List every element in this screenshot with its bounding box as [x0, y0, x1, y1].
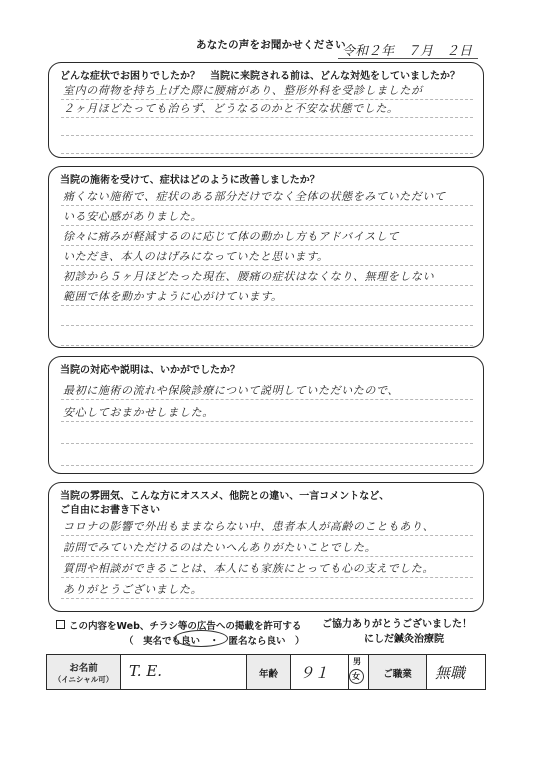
answer-line	[61, 227, 473, 246]
anonymous-circle-mark	[174, 630, 228, 647]
handwritten-answer: 範囲で体を動かすように心がけています。	[63, 290, 283, 303]
age-field[interactable]	[291, 655, 349, 689]
answer-line	[61, 307, 473, 326]
handwritten-answer: ２ヶ月ほどたっても治らず、どうなるのかと不安な状態でした。	[63, 102, 399, 115]
answer-line	[61, 327, 473, 346]
question-box-3	[48, 356, 484, 474]
handwritten-answer: コロナの影響で外出もままならない中、患者本人が高齢のこともあり、	[63, 520, 435, 533]
name-label: お名前	[69, 663, 98, 674]
handwritten-answer: 安心しておまかせしました。	[63, 406, 214, 419]
consent-text: この内容をWeb、チラシ等の広告への掲載を許可する	[69, 621, 302, 632]
handwritten-answer: いただき、本人のはげみになっていたと思います。	[63, 250, 329, 263]
date-value: 令和２年 ７月 ２日	[342, 44, 473, 59]
answer-line	[61, 517, 473, 536]
respondent-info-table	[46, 654, 486, 690]
age-value: ９１	[299, 664, 330, 682]
thanks-line: ご協力ありがとうございました！	[322, 619, 472, 630]
handwritten-answer: いる安心感がありました。	[63, 210, 203, 223]
question-text-line: ご自由にお書き下さい	[60, 505, 160, 516]
answer-line	[61, 247, 473, 266]
handwritten-answer: 質問や相談ができることは、本人にも家族にとっても心の支えでした。	[63, 562, 434, 575]
question-text-line: 当院の対応や説明は、いかがでしたか？	[60, 365, 240, 376]
answer-line	[61, 403, 473, 422]
handwritten-answer: 最初に施術の流れや保険診療について説明していただいたので、	[63, 384, 399, 397]
answer-line	[61, 267, 473, 286]
answer-line	[61, 447, 473, 466]
consent-row	[56, 618, 305, 658]
age-label: 年齢	[258, 669, 278, 680]
handwritten-answer: 徐々に痛みが軽減するのに応じて体の動かし方もアドバイスして	[63, 230, 400, 243]
handwritten-answer: ありがとうございました。	[63, 583, 203, 596]
answer-line	[61, 187, 473, 206]
handwritten-answer: 痛くない施術で、症状のある部分だけでなく全体の状態をみていただいて	[63, 190, 446, 203]
answer-line	[61, 99, 473, 118]
sex-selected-circle	[349, 669, 364, 684]
form-title: あなたの声をお聞かせください	[196, 39, 346, 51]
date-field[interactable]	[338, 40, 478, 59]
answer-line	[61, 538, 473, 557]
clinic-name: にしだ鍼灸治療院	[364, 634, 444, 645]
answer-line	[61, 135, 473, 154]
question-text-line: 当院の雰囲気、こんな方にオススメ、他院との違い、一言コメントなど、	[60, 491, 390, 502]
answer-line	[61, 207, 473, 226]
answer-area-4[interactable]	[49, 483, 483, 611]
thanks-message	[322, 617, 494, 647]
name-field[interactable]	[121, 655, 247, 689]
job-label: ご職業	[383, 669, 412, 680]
answer-line	[61, 287, 473, 306]
answer-line	[61, 381, 473, 400]
job-field[interactable]	[427, 655, 485, 689]
sex-female-option: 女	[352, 672, 360, 681]
answer-area-1[interactable]	[49, 63, 483, 157]
name-label-cell	[47, 655, 121, 689]
question-text-line: どんな症状でお困りでしたか？ 当院に来院される前は、どんな対処をしていましたか？	[60, 71, 460, 82]
answer-line	[61, 580, 473, 599]
question-box-4	[48, 482, 484, 612]
question-box-1	[48, 62, 484, 158]
question-text-line: 当院の施術を受けて、症状はどのように改善しましたか？	[60, 175, 320, 186]
sex-male-option: 男	[353, 657, 361, 666]
answer-line	[61, 117, 473, 136]
age-label-cell	[247, 655, 291, 689]
answer-line	[61, 559, 473, 578]
consent-options: （ 実名でも良い ・ 匿名なら良い ）	[124, 636, 305, 647]
question-box-2	[48, 166, 484, 348]
handwritten-answer: 訪問でみていただけるのはたいへんありがたいことでした。	[63, 541, 377, 554]
answer-line	[61, 425, 473, 444]
job-value: 無職	[435, 664, 466, 682]
answer-area-3[interactable]	[49, 357, 483, 473]
answer-area-2[interactable]	[49, 167, 483, 347]
consent-checkbox[interactable]	[56, 620, 65, 629]
handwritten-answer: 初診から５ヶ月ほどたった現在、腰痛の症状はなくなり、無理をしない	[63, 270, 435, 283]
answer-line	[61, 81, 473, 100]
name-sublabel: （イニシャル可）	[53, 675, 114, 684]
job-label-cell	[369, 655, 427, 689]
name-value: T. E.	[129, 662, 163, 680]
handwritten-answer: 室内の荷物を持ち上げた際に腰痛があり、整形外科を受診しましたが	[63, 84, 423, 97]
sex-field[interactable]	[349, 655, 369, 689]
